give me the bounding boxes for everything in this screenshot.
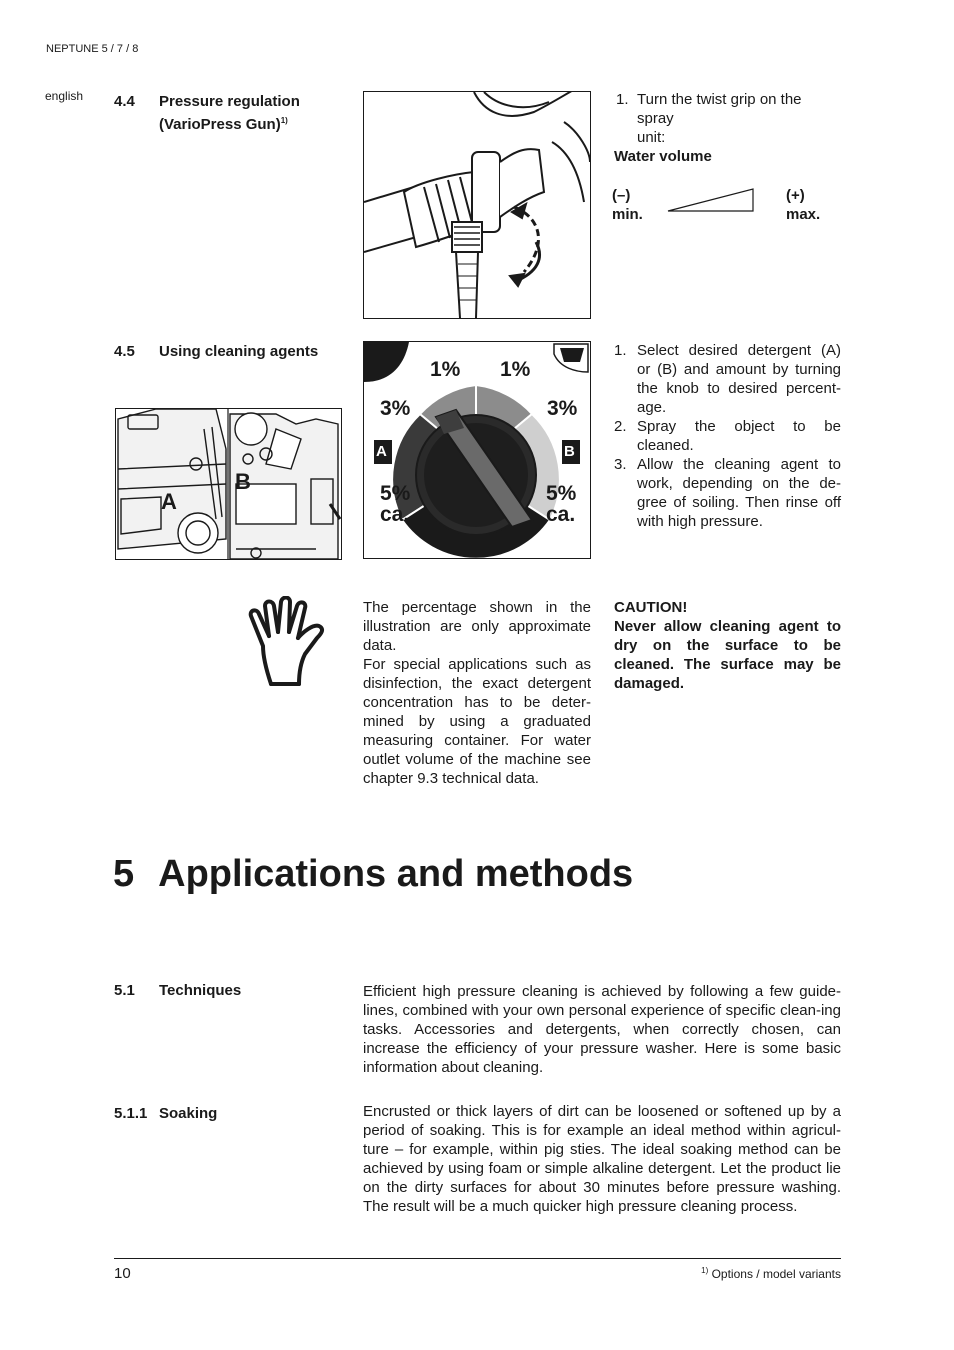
max-text: max. xyxy=(786,206,821,223)
section-4-4-instructions xyxy=(614,90,842,147)
step-item xyxy=(614,341,841,417)
section-4-4-step-1 xyxy=(614,90,842,147)
tank-label-a: A xyxy=(161,489,177,514)
step-text: Allow the cleaning agent to work, depending on the de-gree of soiling. Then rinse off with high pressure. xyxy=(637,456,841,530)
section-5-1-title: Techniques xyxy=(159,982,242,999)
section-4-4-title-line1: Pressure regulation xyxy=(159,93,300,110)
caution-text: Never allow cleaning agent to dry on the surface to be cleaned. The surface may be damaged. xyxy=(614,618,841,692)
chapter-heading xyxy=(113,853,633,896)
step-number: 2. xyxy=(614,418,627,435)
step-number: 3. xyxy=(614,456,627,473)
step-1-line1: Turn the twist grip on the spray xyxy=(637,91,802,127)
tank-label-b: B xyxy=(235,469,251,494)
step-1-line2: unit: xyxy=(637,129,666,146)
footer-rule xyxy=(114,1258,841,1259)
max-sign: (+) xyxy=(786,187,805,204)
dial-label-low-left xyxy=(380,483,410,525)
section-5-1-1-text: Encrusted or thick layers of dirt can be loosened or softened up by a period of soaking. This is for example an ideal method within agricul-ture – for example, within pig sties. The ideal soaking method can be achieved by using foam or simple alkaline detergent. Let the product lie on the dirty surfaces for about 30 minutes before pressure washing. The result will be a much quicker high pressure cleaning process. xyxy=(363,1103,841,1215)
chapter-title: Applications and methods xyxy=(158,853,634,895)
step-item xyxy=(614,455,841,531)
variopress-gun-illustration xyxy=(364,92,590,318)
chapter-number: 5 xyxy=(113,853,135,895)
dial-low-left-ca: ca. xyxy=(380,503,410,526)
section-4-4-title-line2: (VarioPress Gun)$^{1)}$ xyxy=(159,116,288,133)
section-5-1-1-title: Soaking xyxy=(159,1105,218,1122)
footer-footnote xyxy=(701,1266,841,1281)
language-label: english xyxy=(45,89,84,103)
section-4-5-steps xyxy=(614,341,841,531)
section-5-1-number: 5.1 xyxy=(114,982,135,999)
water-volume-label: Water volume xyxy=(614,148,712,165)
step-text: Spray the object to be cleaned. xyxy=(637,418,841,454)
section-4-5-title: Using cleaning agents xyxy=(159,343,319,360)
note-paragraph-1: The percentage shown in the illustration are only approximate data. xyxy=(363,599,591,654)
machine-tanks-illustration xyxy=(116,409,341,559)
section-4-4-number: 4.4 xyxy=(114,93,135,110)
step-item xyxy=(614,417,841,455)
caution-box xyxy=(614,598,841,693)
dial-low-right-percent: 5% xyxy=(546,482,577,505)
dial-label-top-right: 1% xyxy=(500,358,531,381)
water-volume-wedge-icon xyxy=(666,187,756,213)
dial-label-mid-left: 3% xyxy=(380,397,411,420)
footer-footnote-text: Options / model variants xyxy=(711,1267,841,1281)
step-number: 1. xyxy=(616,91,629,108)
section-4-4-title xyxy=(159,92,349,134)
step-text: Select desired detergent (A) or (B) and amount by turning the knob to desired percent-age. xyxy=(637,342,841,416)
section-5-1-text: Efficient high pressure cleaning is achieved by following a few guide-lines, combined with your own personal experience of specific clean-ing tasks. Accessories and detergents, when correctly chosen, can increase the efficiency of your pressure washer. Here is some basic information about cleaning. xyxy=(363,983,841,1076)
dial-low-right-ca: ca. xyxy=(546,503,576,526)
dial-label-low-right xyxy=(546,483,576,525)
footer-footnote-mark: 1) xyxy=(701,1266,709,1275)
detergent-dial-figure xyxy=(363,341,591,559)
min-text: min. xyxy=(612,206,643,223)
dial-label-mid-right: 3% xyxy=(547,397,578,420)
tank-a-icon: A xyxy=(376,443,387,460)
attention-hand-icon xyxy=(243,596,335,688)
max-scale-label xyxy=(786,186,820,224)
detergent-tanks-figure xyxy=(115,408,342,560)
document-header: NEPTUNE 5 / 7 / 8 xyxy=(46,43,139,55)
section-5-1-1-number: 5.1.1 xyxy=(114,1105,148,1122)
note-paragraph-2: For special applications such as disinfection, the exact detergent concentration has to be deter-mined by using a graduated measuring container. For water outlet volume of the machine see chapter 9.3 technical data. xyxy=(363,656,591,787)
caution-title: CAUTION! xyxy=(614,599,688,616)
step-number: 1. xyxy=(614,342,627,359)
footnote-marker: 1) xyxy=(280,116,288,125)
min-scale-label xyxy=(612,186,643,224)
dial-label-top-left: 1% xyxy=(430,358,461,381)
page-number: 10 xyxy=(114,1265,131,1282)
dial-low-left-percent: 5% xyxy=(380,482,411,505)
section-4-5-number: 4.5 xyxy=(114,343,135,360)
variopress-gun-figure xyxy=(363,91,591,319)
tank-b-icon: B xyxy=(564,443,575,460)
note-text xyxy=(363,598,591,788)
min-sign: (–) xyxy=(612,187,631,204)
